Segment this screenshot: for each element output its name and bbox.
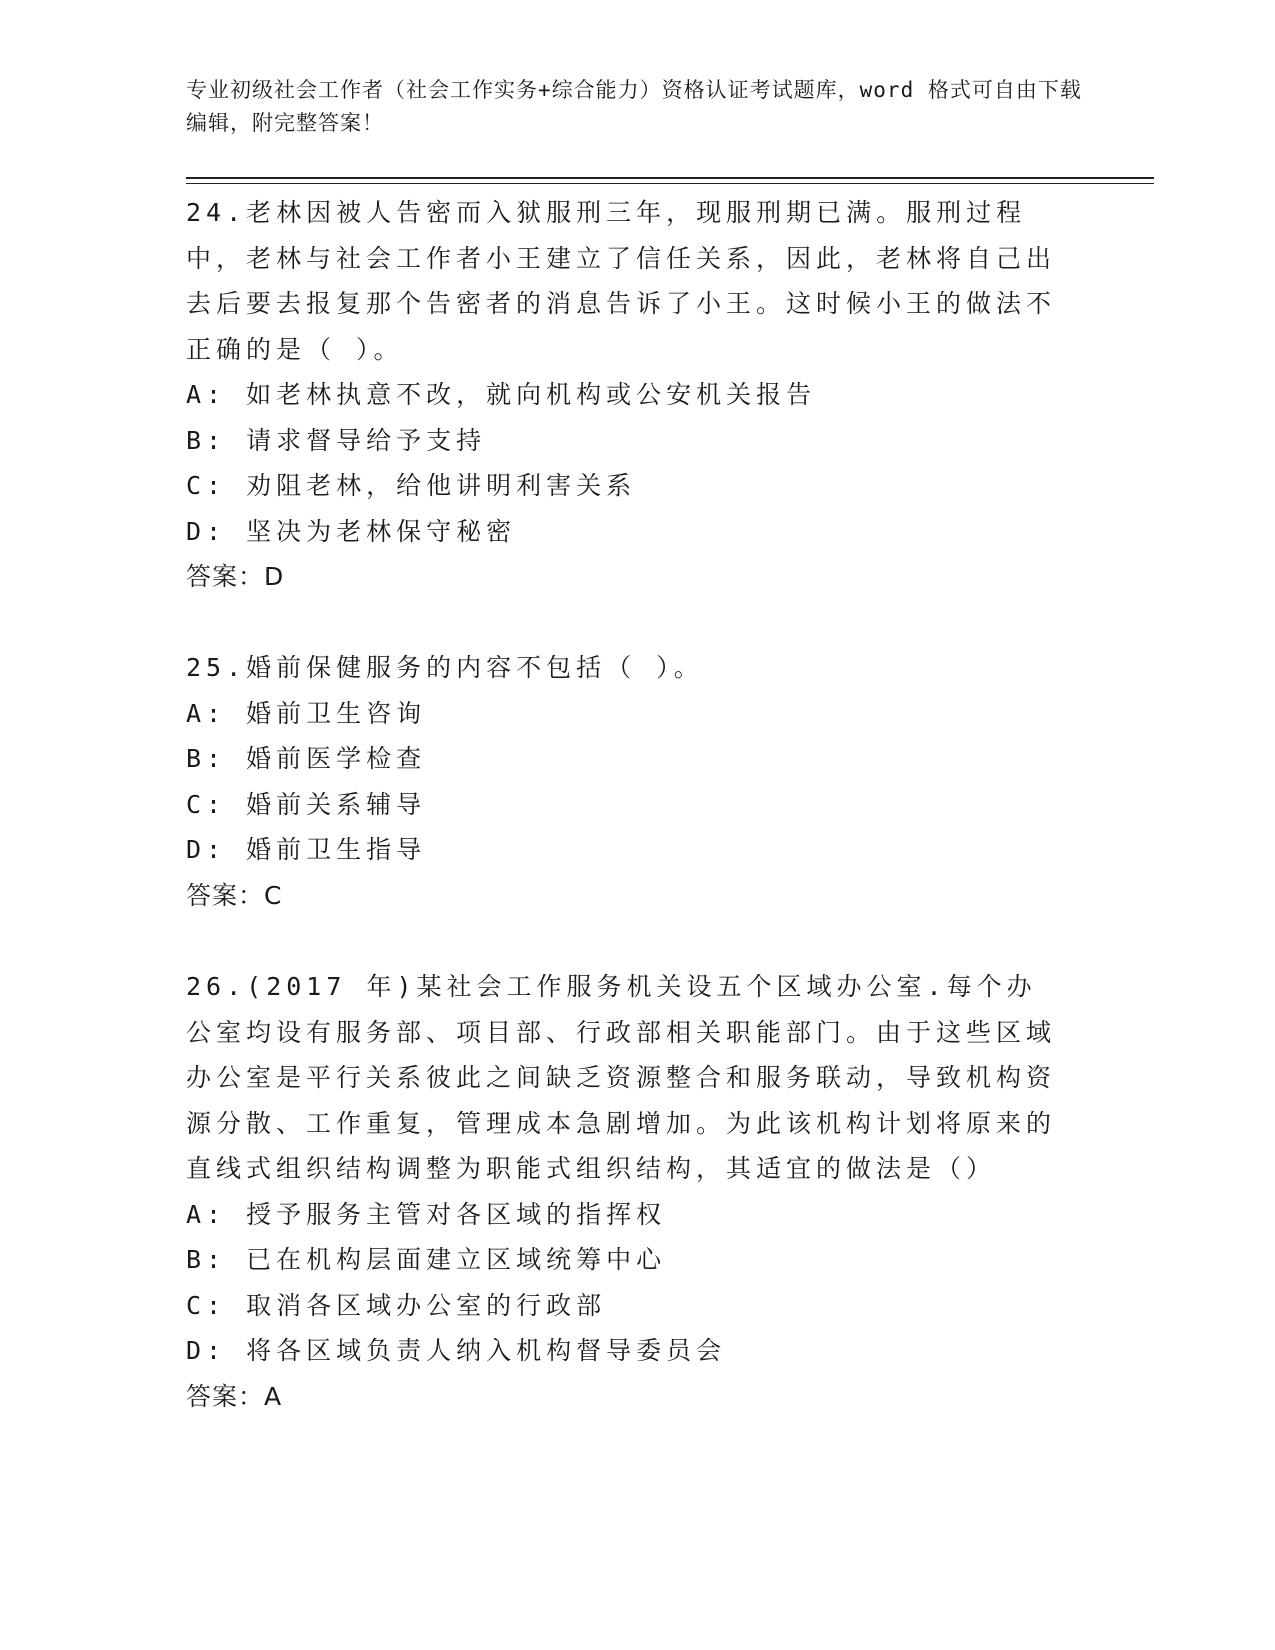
question-text: 26.(2017 年)某社会工作服务机关设五个区域办公室.每个办公室均设有服务部、项目部、行政部相关职能部门。由于这些区域办公室是平行关系彼此之间缺乏资源整合和服务联动，导致机构资源分散、工作重复，管理成本急剧增加。为此该机构计划将原来的直线式组织结构调整为职能式组织结构，其适宜的做法是（） [186, 972, 1057, 1183]
option-b: B: 已在机构层面建立区域统筹中心 [186, 1245, 667, 1274]
option-c: C: 婚前关系辅导 [186, 789, 427, 819]
document-header: 专业初级社会工作者（社会工作实务+综合能力）资格认证考试题库，word 格式可自由下载编辑，附完整答案！ [186, 78, 1082, 135]
option-a: A: 如老林执意不改，就向机构或公安机关报告 [186, 380, 817, 409]
option-b: B: 婚前医学检查 [186, 744, 427, 773]
header-rule-thin [186, 183, 1154, 184]
option-a: A: 授予服务主管对各区域的指挥权 [186, 1199, 667, 1229]
answer-label: 答案：D [186, 562, 285, 591]
answer-label: 答案：C [186, 880, 283, 910]
option-c: C: 取消各区域办公室的行政部 [186, 1290, 607, 1320]
question-26 [186, 964, 1066, 1419]
option-c: C: 劝阻老林，给他讲明利害关系 [186, 471, 637, 500]
option-d: D: 婚前卫生指导 [186, 835, 427, 864]
option-d: D: 坚决为老林保守秘密 [186, 516, 517, 546]
option-d: D: 将各区域负责人纳入机构督导委员会 [186, 1336, 727, 1365]
question-text: 24.老林因被人告密而入狱服刑三年，现服刑期已满。服刑过程中，老林与社会工作者小王建立了信任关系，因此，老林将自己出去后要去报复那个告密者的消息告诉了小王。这时候小王的做法不正确的是（ ）。 [186, 198, 1057, 364]
option-b: B: 请求督导给予支持 [186, 425, 487, 455]
question-text: 25.婚前保健服务的内容不包括（ ）。 [186, 653, 704, 682]
question-25 [186, 645, 1066, 918]
answer-label: 答案：A [186, 1381, 283, 1411]
option-a: A: 婚前卫生咨询 [186, 698, 427, 728]
question-24 [186, 190, 1066, 600]
header-rule-thick [186, 177, 1154, 179]
